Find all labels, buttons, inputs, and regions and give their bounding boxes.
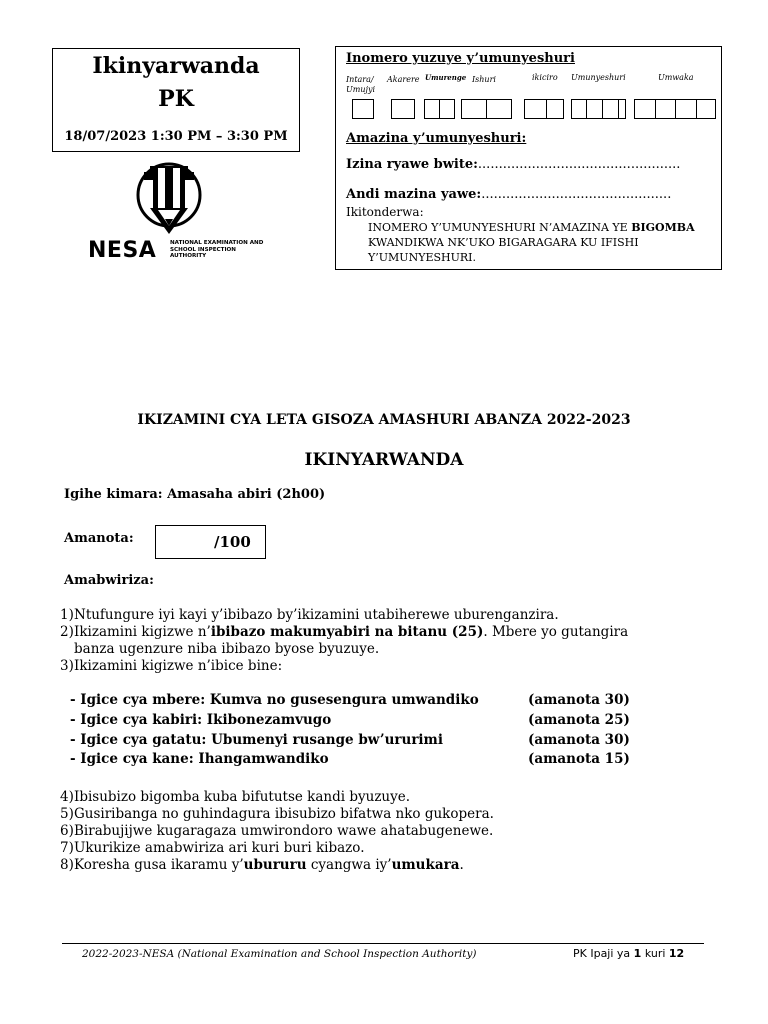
note-text: INOMERO Y’UMUNYESHURI N’AMAZINA YE BIGOMBA KWANDIKWA NK’UKO BIGARAGARA KU IFISHI Y’UMUNYESHURI.: [368, 221, 695, 264]
code-cell-year-2[interactable]: [655, 99, 675, 119]
part-3-marks: (amanota 30): [528, 732, 630, 748]
code-label-level: ikiciro: [532, 73, 558, 82]
code-cell-district[interactable]: [391, 99, 415, 119]
code-cell-sector-1[interactable]: [424, 99, 439, 119]
code-cell-year-3[interactable]: [675, 99, 696, 119]
exam-title-box: [52, 48, 300, 152]
first-name-label: Izina ryawe bwite:: [346, 157, 478, 172]
other-names-field[interactable]: [346, 187, 671, 202]
code-cell-level-1[interactable]: [524, 99, 546, 119]
code-label-district: Akarere: [387, 75, 420, 84]
exam-duration: Igihe kimara: Amasaha abiri (2h00): [64, 487, 326, 502]
instruction-6: 6)Birabujijwe kugaragaza umwirondoro wawe ahatabugenewe.: [60, 823, 494, 839]
part-2-label: - Igice cya kabiri: Ikibonezamvugo: [70, 712, 332, 728]
first-name-field[interactable]: [346, 157, 680, 172]
other-names-dots: ..............................................: [481, 187, 672, 202]
instruction-3: 3)Ikizamini kigizwe n’ibice bine:: [60, 658, 283, 674]
exam-title: IKIZAMINI CYA LETA GISOZA AMASHURI ABANZA 2022-2023: [137, 412, 631, 428]
instruction-2: 2)Ikizamini kigizwe n’ibibazo makumyabiri na bitanu (25). Mbere yo gutangira: [60, 624, 629, 640]
instructions-title: Amabwiriza:: [64, 573, 154, 588]
note-emphasis: BIGOMBA: [631, 221, 695, 234]
code-cell-student-2[interactable]: [586, 99, 602, 119]
part-1-label: - Igice cya mbere: Kumva no gusesengura umwandiko: [70, 692, 479, 708]
code-cell-student-3[interactable]: [602, 99, 618, 119]
student-number-title: Inomero yuzuye y’umunyeshuri: [346, 51, 575, 66]
nesa-emblem-icon: [88, 160, 268, 240]
code-cell-level-2[interactable]: [546, 99, 564, 119]
footer-divider: [62, 943, 704, 944]
marks-total: /100: [214, 533, 251, 551]
code-cell-year-4[interactable]: [696, 99, 716, 119]
instruction-8: 8)Koresha gusa ikaramu y’ubururu cyangwa iy’umukara.: [60, 857, 464, 873]
code-label-school: Ishuri: [472, 75, 496, 84]
code-cell-province[interactable]: [352, 99, 374, 119]
nesa-logo: [88, 160, 268, 264]
code-label-sector: Umurenge: [425, 73, 467, 82]
part-2-marks: (amanota 25): [528, 712, 630, 728]
level-title: PK: [158, 86, 194, 112]
code-cell-student-1[interactable]: [571, 99, 586, 119]
code-label-student: Umunyeshuri: [571, 73, 626, 82]
code-cell-school-2[interactable]: [486, 99, 512, 119]
exam-date-time: 18/07/2023 1:30 PM – 3:30 PM: [64, 129, 288, 144]
first-name-dots: .................................................: [477, 157, 681, 172]
exam-subject: IKINYARWANDA: [304, 450, 464, 470]
code-cell-school-1[interactable]: [461, 99, 486, 119]
part-4-label: - Igice cya kane: Ihangamwandiko: [70, 751, 329, 767]
instruction-5: 5)Gusiribanga no guhindagura ibisubizo bifatwa nko gukopera.: [60, 806, 494, 822]
note-title: Ikitonderwa:: [346, 205, 424, 219]
instruction-2-cont: banza ugenzure niba ibibazo byose byuzuye.: [74, 641, 380, 657]
instruction-4: 4)Ibisubizo bigomba kuba bifututse kandi byuzuye.: [60, 789, 411, 805]
part-1-marks: (amanota 30): [528, 692, 630, 708]
instruction-7: 7)Ukurikize amabwiriza ari kuri buri kibazo.: [60, 840, 365, 856]
code-label-year: Umwaka: [658, 73, 694, 82]
part-3-label: - Igice cya gatatu: Ubumenyi rusange bw’ururimi: [70, 732, 443, 748]
code-cell-student-4[interactable]: [618, 99, 626, 119]
marks-box[interactable]: [155, 525, 266, 559]
footer-authority: 2022-2023-NESA (National Examination and School Inspection Authority): [82, 948, 477, 960]
code-cell-year-1[interactable]: [634, 99, 655, 119]
part-4-marks: (amanota 15): [528, 751, 630, 767]
subject-title: Ikinyarwanda: [92, 53, 260, 79]
instruction-1: 1)Ntufungure iyi kayi y’ibibazo by’ikizamini utabiherewe uburenganzira.: [60, 607, 559, 623]
nesa-full-name: NATIONAL EXAMINATION AND SCHOOL INSPECTION AUTHORITY: [170, 240, 264, 260]
student-names-title: Amazina y’umunyeshuri:: [346, 131, 527, 146]
marks-label: Amanota:: [64, 531, 134, 546]
student-info-box: [335, 46, 722, 270]
nesa-wordmark: NESA: [88, 238, 157, 263]
code-label-province: Intara/ Umujyi: [346, 75, 376, 94]
other-names-label: Andi mazina yawe:: [346, 187, 482, 202]
footer-page-number: PK Ipaji ya 1 kuri 12: [573, 947, 685, 960]
code-cell-sector-2[interactable]: [439, 99, 455, 119]
